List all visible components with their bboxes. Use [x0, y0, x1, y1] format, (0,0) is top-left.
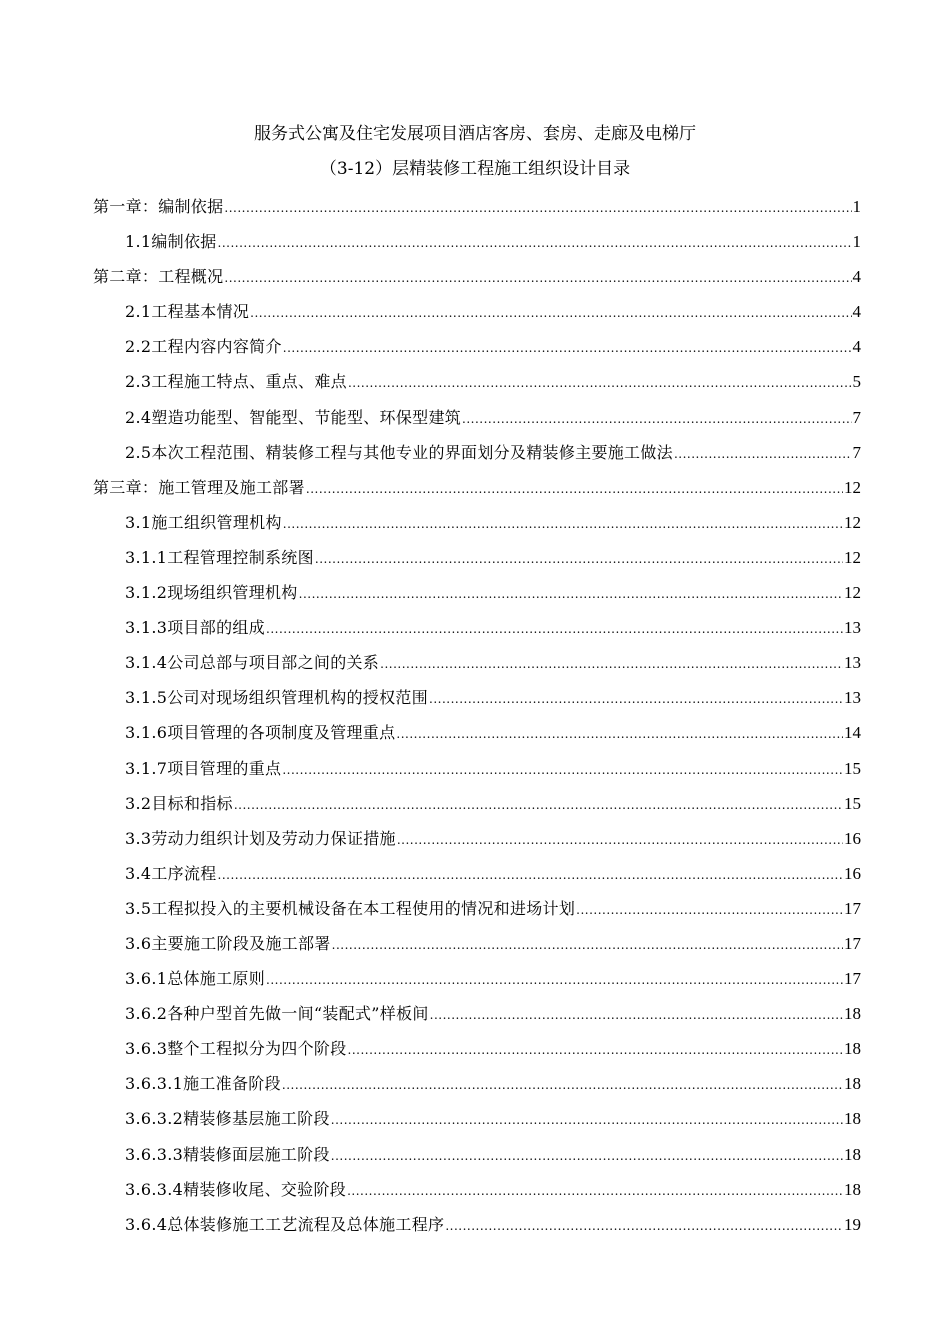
toc-entry-label: 1.1编制依据 [125, 232, 217, 252]
toc-entry-label: 2.3工程施工特点、重点、难点 [125, 372, 347, 392]
toc-dot-leader [429, 684, 843, 714]
toc-entry-label: 第二章：工程概况 [93, 267, 224, 287]
toc-entry-label: 3.1.2现场组织管理机构 [125, 583, 298, 603]
toc-dot-leader [306, 474, 843, 504]
toc-entry[interactable] [93, 262, 861, 297]
toc-dot-leader [430, 1000, 843, 1030]
toc-entry-page-number: 18 [844, 1144, 861, 1164]
toc-entry-label: 3.6.3.4精装修收尾、交验阶段 [125, 1179, 347, 1199]
toc-entry-page-number: 7 [852, 407, 861, 427]
toc-entry[interactable] [93, 227, 861, 262]
toc-entry-page-number: 12 [844, 477, 861, 497]
document-title-line-2: （3-12）层精装修工程施工组织设计目录 [319, 159, 631, 179]
toc-dot-leader [218, 860, 843, 890]
toc-entry-label: 3.1.5公司对现场组织管理机构的授权范围 [125, 688, 429, 708]
toc-dot-leader [218, 228, 852, 258]
toc-entry-page-number: 13 [844, 688, 861, 708]
toc-entry[interactable] [93, 648, 861, 683]
toc-entry[interactable] [93, 192, 861, 227]
toc-entry[interactable] [93, 1140, 861, 1175]
toc-entry-page-number: 17 [844, 898, 861, 918]
toc-entry-page-number: 4 [852, 337, 861, 357]
toc-entry-page-number: 1 [852, 232, 861, 252]
toc-entry[interactable] [93, 894, 861, 929]
toc-entry-label: 3.5工程拟投入的主要机械设备在本工程使用的情况和进场计划 [125, 898, 576, 918]
toc-entry-label: 3.6.1总体施工原则 [125, 969, 266, 989]
toc-dot-leader [674, 439, 852, 469]
toc-entry[interactable] [93, 718, 861, 753]
toc-entry[interactable] [93, 438, 861, 473]
toc-entry-label: 3.1.4公司总部与项目部之间的关系 [125, 653, 380, 673]
toc-entry[interactable] [93, 789, 861, 824]
toc-dot-leader [347, 1176, 843, 1206]
toc-entry-page-number: 16 [844, 828, 861, 848]
toc-entry-label: 3.4工序流程 [125, 863, 217, 883]
toc-entry-page-number: 12 [844, 512, 861, 532]
toc-entry-page-number: 13 [844, 653, 861, 673]
toc-entry-page-number: 15 [844, 793, 861, 813]
toc-dot-leader [380, 649, 843, 679]
toc-entry[interactable] [93, 508, 861, 543]
toc-dot-leader [282, 755, 843, 785]
toc-entry[interactable] [93, 999, 861, 1034]
toc-entry[interactable] [93, 754, 861, 789]
toc-entry[interactable] [93, 613, 861, 648]
toc-entry[interactable] [93, 1210, 861, 1245]
toc-dot-leader [266, 614, 843, 644]
toc-entry-page-number: 5 [852, 372, 861, 392]
toc-entry-label: 3.2目标和指标 [125, 793, 233, 813]
toc-entry-label: 3.6.3.1施工准备阶段 [125, 1074, 281, 1094]
toc-entry-page-number: 18 [844, 1179, 861, 1199]
toc-entry-page-number: 12 [844, 583, 861, 603]
toc-entry[interactable] [93, 332, 861, 367]
toc-entry-page-number: 19 [844, 1214, 861, 1234]
toc-entry-page-number: 7 [852, 442, 861, 462]
toc-entry-label: 3.6.3整个工程拟分为四个阶段 [125, 1039, 347, 1059]
toc-dot-leader [331, 1105, 843, 1135]
toc-entry[interactable] [93, 824, 861, 859]
toc-dot-leader [283, 333, 852, 363]
toc-entry[interactable] [93, 859, 861, 894]
toc-dot-leader [332, 930, 843, 960]
toc-dot-leader [576, 895, 843, 925]
toc-dot-leader [331, 1141, 843, 1171]
toc-dot-leader [396, 719, 843, 749]
document-title-line-1: 服务式公寓及住宅发展项目酒店客房、套房、走廊及电梯厅 [254, 124, 696, 144]
table-of-contents [93, 192, 861, 1245]
toc-entry-page-number: 18 [844, 1074, 861, 1094]
toc-entry-label: 3.1.6项目管理的各项制度及管理重点 [125, 723, 396, 743]
toc-entry-page-number: 18 [844, 1004, 861, 1024]
toc-dot-leader [315, 544, 843, 574]
toc-dot-leader [234, 790, 843, 820]
toc-entry-page-number: 1 [852, 197, 861, 216]
toc-entry-label: 2.1工程基本情况 [125, 302, 250, 322]
toc-entry-label: 3.1.3项目部的组成 [125, 618, 266, 638]
toc-entry-page-number: 13 [844, 618, 861, 638]
toc-entry[interactable] [93, 1069, 861, 1104]
toc-dot-leader [462, 404, 851, 434]
toc-dot-leader [224, 193, 851, 223]
toc-dot-leader [224, 263, 851, 293]
toc-entry-page-number: 12 [844, 547, 861, 567]
toc-entry[interactable] [93, 1034, 861, 1069]
toc-entry-page-number: 17 [844, 969, 861, 989]
toc-dot-leader [250, 298, 851, 328]
toc-entry-page-number: 4 [852, 267, 861, 287]
toc-entry-label: 3.6.3.3精装修面层施工阶段 [125, 1144, 330, 1164]
toc-entry-label: 3.6主要施工阶段及施工部署 [125, 933, 331, 953]
toc-dot-leader [266, 965, 843, 995]
toc-entry[interactable] [93, 473, 861, 508]
toc-entry-label: 2.2工程内容内容简介 [125, 337, 282, 357]
toc-entry-label: 2.4塑造功能型、智能型、节能型、环保型建筑 [125, 407, 462, 427]
toc-entry-label: 3.6.3.2精装修基层施工阶段 [125, 1109, 330, 1129]
toc-dot-leader [299, 579, 843, 609]
toc-entry[interactable] [93, 297, 861, 332]
toc-entry[interactable] [93, 403, 861, 438]
toc-entry-label: 2.5本次工程范围、精装修工程与其他专业的界面划分及精装修主要施工做法 [125, 442, 673, 462]
toc-entry-page-number: 4 [852, 302, 861, 322]
toc-dot-leader [348, 368, 852, 398]
toc-entry-label: 第三章：施工管理及施工部署 [93, 477, 305, 497]
toc-entry-page-number: 15 [844, 758, 861, 778]
toc-entry-label: 3.3劳动力组织计划及劳动力保证措施 [125, 828, 396, 848]
toc-entry-label: 3.6.2各种户型首先做一间“装配式”样板间 [125, 1004, 429, 1024]
toc-entry[interactable] [93, 543, 861, 578]
toc-entry[interactable] [93, 929, 861, 964]
toc-entry-page-number: 18 [844, 1109, 861, 1129]
toc-entry-label: 第一章：编制依据 [93, 197, 224, 216]
toc-dot-leader [348, 1035, 843, 1065]
toc-entry-page-number: 16 [844, 863, 861, 883]
toc-entry[interactable] [93, 683, 861, 718]
toc-entry-label: 3.1.7项目管理的重点 [125, 758, 282, 778]
toc-dot-leader [397, 825, 843, 855]
toc-dot-leader [445, 1211, 843, 1241]
toc-entry-page-number: 14 [844, 723, 861, 743]
toc-entry[interactable] [93, 1175, 861, 1210]
toc-entry-page-number: 17 [844, 933, 861, 953]
toc-dot-leader [283, 509, 843, 539]
toc-entry-label: 3.1施工组织管理机构 [125, 512, 282, 532]
toc-entry[interactable] [93, 1104, 861, 1139]
toc-entry-page-number: 18 [844, 1039, 861, 1059]
toc-dot-leader [282, 1070, 843, 1100]
toc-entry-label: 3.6.4总体装修施工工艺流程及总体施工程序 [125, 1214, 445, 1234]
toc-entry[interactable] [93, 367, 861, 402]
toc-entry-label: 3.1.1工程管理控制系统图 [125, 547, 314, 567]
toc-entry[interactable] [93, 964, 861, 999]
toc-entry[interactable] [93, 578, 861, 613]
